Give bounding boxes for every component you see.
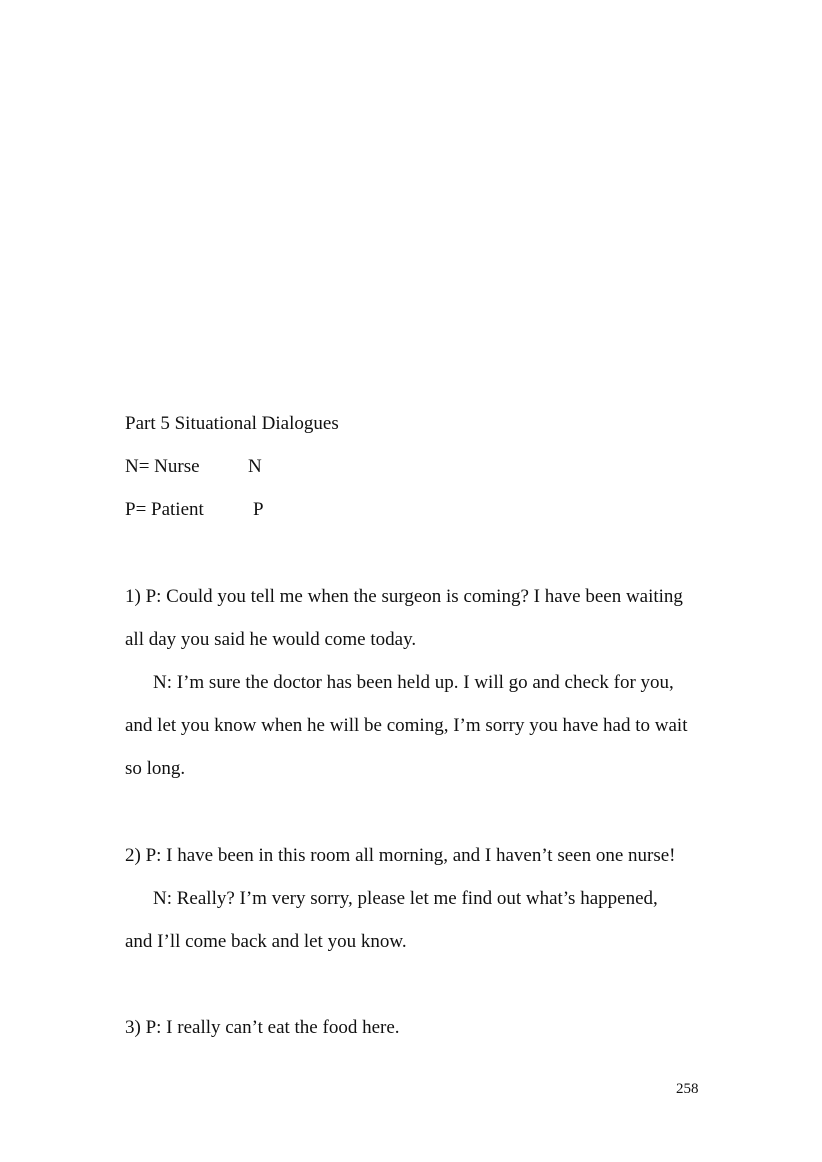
- legend-nurse-label: N= Nurse: [125, 456, 200, 477]
- legend-nurse-abbr: N: [248, 456, 262, 477]
- legend-patient-label: P= Patient: [125, 499, 204, 520]
- dialogue-3-line-1: 3) P: I really can’t eat the food here.: [125, 1017, 400, 1038]
- dialogue-1-line-1: 1) P: Could you tell me when the surgeon is coming? I have been waiting: [125, 586, 683, 607]
- dialogue-1-line-2: all day you said he would come today.: [125, 629, 417, 650]
- dialogue-2-line-1: 2) P: I have been in this room all morning, and I haven’t seen one nurse!: [125, 845, 676, 866]
- legend-patient-abbr: P: [253, 499, 264, 520]
- dialogue-2-line-3: and I’ll come back and let you know.: [125, 931, 407, 952]
- dialogue-2-line-2: N: Really? I’m very sorry, please let me find out what’s happened,: [153, 888, 658, 909]
- section-heading: Part 5 Situational Dialogues: [125, 413, 339, 434]
- dialogue-1-line-4: and let you know when he will be coming, I’m sorry you have had to wait: [125, 715, 688, 736]
- dialogue-1-line-3: N: I’m sure the doctor has been held up. I will go and check for you,: [153, 672, 674, 693]
- page-number: 258: [676, 1081, 699, 1097]
- dialogue-1-line-5: so long.: [125, 758, 186, 779]
